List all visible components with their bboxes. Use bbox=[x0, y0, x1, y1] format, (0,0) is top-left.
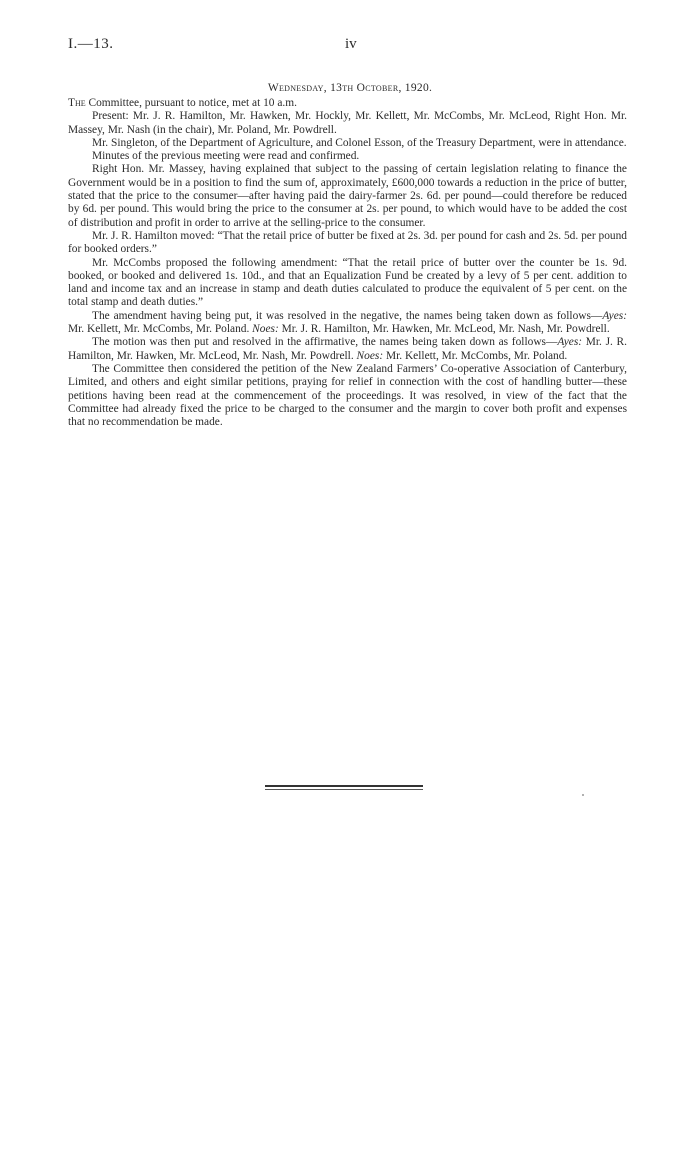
minutes-body bbox=[68, 97, 627, 429]
amendment-ayes-label: Ayes: bbox=[602, 309, 627, 322]
amendment-noes-label: Noes: bbox=[252, 323, 279, 336]
motion-vote-intro: The motion was then put and resolved in the affirmative, the names being taken down as follows— bbox=[92, 336, 558, 349]
hamilton-motion-paragraph: Mr. J. R. Hamilton moved: “That the retail price of butter be fixed at 2s. 3d. per pound for cash and 2s. 5d. per pound for booked orders.” bbox=[68, 229, 627, 256]
motion-noes-names: Mr. Kellett, Mr. McCombs, Mr. Poland. bbox=[383, 349, 568, 362]
mccombs-amendment-paragraph: Mr. McCombs proposed the following amendment: “That the retail price of butter over the counter be 1s. 9d. booked, or booked and delivered 1s. 10d., and that an Equalization Fund be created by a levy of 5 per cent. addition to land and income tax and an increase in stamp and death duties calculated to produce the equivalent of 5 per cent. on the total stamp and death duties.” bbox=[68, 256, 627, 309]
amendment-ayes-names: Mr. Kellett, Mr. McCombs, Mr. Poland. bbox=[68, 323, 253, 336]
scan-speck bbox=[582, 794, 584, 796]
present-paragraph: Present: Mr. J. R. Hamilton, Mr. Hawken, Mr. Hockly, Mr. Kellett, Mr. McCombs, Mr. McLeod, Right Hon. Mr. Massey, Mr. Nash (in the chair), Mr. Poland, Mr. Powdrell. bbox=[68, 110, 627, 136]
massey-statement-paragraph: Right Hon. Mr. Massey, having explained that subject to the passing of certain legislation relating to finance the Government would be in a position to find the sum of, approximately, £600,000 towards a reduction in the price of butter, stated that the price to the consumer—after having paid the dairy-farmer 2s. 6d. per pound—could therefore be reduced by 6d. per pound. This would bring the price to the consumer at 2s. per pound, to which would have to be added the cost of distribution and profit in order to arrive at the selling-price to the consumer. bbox=[68, 163, 627, 229]
opening-lead-word: The bbox=[68, 97, 86, 109]
amendment-vote-intro: The amendment having being put, it was resolved in the negative, the names being taken down as follows— bbox=[92, 309, 603, 322]
end-rule-thick bbox=[265, 785, 423, 787]
opening-paragraph: The Committee, pursuant to notice, met at 10 a.m. bbox=[68, 97, 297, 109]
motion-ayes-label: Ayes: bbox=[557, 336, 583, 349]
motion-noes-label: Noes: bbox=[356, 349, 384, 362]
end-rule-thin bbox=[265, 789, 423, 790]
amendment-noes-names: Mr. J. R. Hamilton, Mr. Hawken, Mr. McLeod, Mr. Nash, Mr. Powdrell. bbox=[278, 323, 610, 336]
page-number: iv bbox=[345, 36, 357, 52]
amendment-vote-paragraph bbox=[68, 310, 627, 337]
motion-ayes-names: Mr. J. R. Hamilton, Mr. Hawken, Mr. McLeod, Mr. Nash, Mr. Powdrell. bbox=[68, 336, 627, 362]
minutes-paragraph: Minutes of the previous meeting were read and confirmed. bbox=[92, 150, 360, 163]
petition-paragraph: The Committee then considered the petition of the New Zealand Farmers’ Co-operative Association of Canterbury, Limited, and others and eight similar petitions, praying for relief in connection with the cost of handling butter—these petitions having been read at the commencement of the proceedings. It was resolved, in view of the fact that the Committee had already fixed the price to be charged to the consumer and the margin to cover both profit and expenses that no recommendation be made. bbox=[68, 362, 627, 429]
running-head bbox=[68, 36, 633, 56]
meeting-date: Wednesday, 13th October, 1920. bbox=[267, 82, 433, 94]
attendance-paragraph: Mr. Singleton, of the Department of Agriculture, and Colonel Esson, of the Treasury Department, were in attendance. bbox=[92, 136, 627, 149]
motion-vote-paragraph bbox=[68, 336, 627, 363]
paper-reference: I.—13. bbox=[68, 36, 114, 52]
